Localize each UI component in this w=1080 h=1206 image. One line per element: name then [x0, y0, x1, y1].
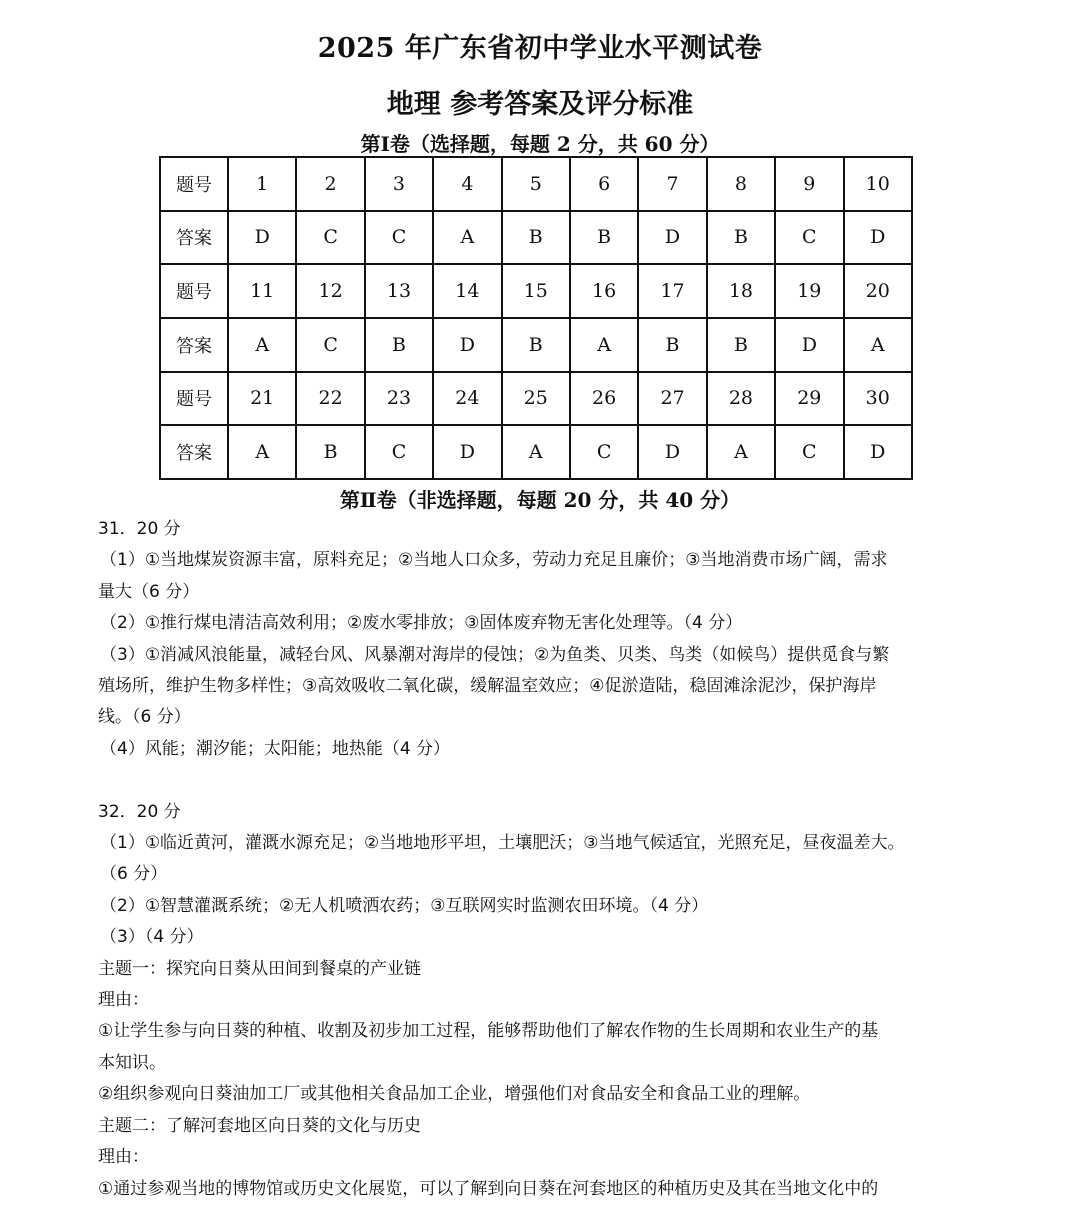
- answer-cell: A: [707, 425, 775, 479]
- question-number-cell: 28: [707, 372, 775, 426]
- answer-cell: C: [296, 211, 364, 265]
- answer-cell: D: [638, 211, 706, 265]
- table-row-answers: [160, 211, 912, 265]
- table-row-answers: [160, 318, 912, 372]
- question-number-cell: 27: [638, 372, 706, 426]
- table-row-numbers: [160, 372, 912, 426]
- answer-text-line: （2）①智慧灌溉系统；②无人机喷洒农药；③互联网实时监测农田环境。（4 分）: [100, 895, 709, 916]
- answer-cell: B: [707, 318, 775, 372]
- answer-cell: C: [775, 425, 843, 479]
- question-number-cell: 22: [296, 372, 364, 426]
- question-number-cell: 9: [775, 157, 843, 211]
- row-label-number: 题号: [160, 372, 228, 426]
- question-number-cell: 24: [433, 372, 501, 426]
- answer-text-line: 31．20 分: [98, 519, 181, 539]
- answer-text-line: 量大（6 分）: [98, 581, 200, 602]
- answer-text-line: （2）①推行煤电清洁高效利用；②废水零排放；③固体废弃物无害化处理等。（4 分）: [100, 613, 743, 634]
- question-number-cell: 13: [365, 264, 433, 318]
- answer-cell: D: [844, 211, 912, 265]
- question-number-cell: 21: [228, 372, 296, 426]
- document-subtitle: 地理 参考答案及评分标准: [386, 89, 694, 120]
- question-number-cell: 11: [228, 264, 296, 318]
- answer-cell: C: [365, 211, 433, 265]
- question-number-cell: 5: [502, 157, 570, 211]
- row-label-answer: 答案: [160, 318, 228, 372]
- answer-text-line: 理由：: [98, 990, 149, 1011]
- answer-cell: D: [775, 318, 843, 372]
- answer-text-line: （4）风能；潮汐能；太阳能；地热能（4 分）: [100, 738, 451, 759]
- answer-text-line: ①让学生参与向日葵的种植、收割及初步加工过程，能够帮助他们了解农作物的生长周期和农业生产的基: [98, 1021, 879, 1042]
- answer-cell: A: [433, 211, 501, 265]
- question-number-cell: 2: [296, 157, 364, 211]
- question-number-cell: 20: [844, 264, 912, 318]
- question-number-cell: 25: [502, 372, 570, 426]
- answer-cell: A: [228, 318, 296, 372]
- answer-text-line: 殖场所，维护生物多样性；③高效吸收二氧化碳，缓解温室效应；④促淤造陆，稳固滩涂泥沙，保护海岸: [98, 676, 877, 697]
- answer-text-line: 线。（6 分）: [98, 707, 191, 728]
- answer-cell: C: [570, 425, 638, 479]
- answer-cell: C: [365, 425, 433, 479]
- question-number-cell: 8: [707, 157, 775, 211]
- answer-text-line: （3）（4 分）: [100, 927, 204, 948]
- answer-text-line: （3）①消减风浪能量，减轻台风、风暴潮对海岸的侵蚀；②为鱼类、贝类、鸟类（如候鸟）提供觅食与繁: [100, 644, 890, 665]
- answer-cell: D: [638, 425, 706, 479]
- question-number-cell: 12: [296, 264, 364, 318]
- answer-table: [159, 156, 913, 480]
- question-number-cell: 15: [502, 264, 570, 318]
- question-number-cell: 7: [638, 157, 706, 211]
- question-number-cell: 4: [433, 157, 501, 211]
- answer-text-line: 32．20 分: [98, 801, 181, 822]
- question-number-cell: 10: [844, 157, 912, 211]
- answer-cell: A: [570, 318, 638, 372]
- question-number-cell: 30: [844, 372, 912, 426]
- question-number-cell: 26: [570, 372, 638, 426]
- answer-cell: B: [638, 318, 706, 372]
- question-number-cell: 17: [638, 264, 706, 318]
- answer-cell: A: [502, 425, 570, 479]
- table-row-numbers: [160, 264, 912, 318]
- question-number-cell: 14: [433, 264, 501, 318]
- answer-text-line: [98, 765, 978, 796]
- question-number-cell: 18: [707, 264, 775, 318]
- question-number-cell: 29: [775, 372, 843, 426]
- question-number-cell: 16: [570, 264, 638, 318]
- question-number-cell: 6: [570, 157, 638, 211]
- row-label-answer: 答案: [160, 211, 228, 265]
- answer-cell: B: [365, 318, 433, 372]
- answer-cell: D: [433, 318, 501, 372]
- table-row-numbers: [160, 157, 912, 211]
- answer-cell: B: [296, 425, 364, 479]
- answer-cell: C: [775, 211, 843, 265]
- question-number-cell: 3: [365, 157, 433, 211]
- question-number-cell: 23: [365, 372, 433, 426]
- answer-text-line: （1）①临近黄河，灌溉水源充足；②当地地形平坦，土壤肥沃；③当地气候适宜，光照充足，昼夜温差大。: [100, 833, 905, 854]
- row-label-answer: 答案: [160, 425, 228, 479]
- answer-text-line: （6 分）: [100, 864, 168, 885]
- part2-answers: [98, 514, 978, 1205]
- row-label-number: 题号: [160, 264, 228, 318]
- answer-text-line: 本知识。: [98, 1052, 166, 1073]
- answer-cell: C: [296, 318, 364, 372]
- answer-text-line: ①通过参观当地的博物馆或历史文化展览，可以了解到向日葵在河套地区的种植历史及其在当地文化中的: [98, 1178, 879, 1199]
- answer-cell: A: [844, 318, 912, 372]
- answer-text-line: ②组织参观向日葵油加工厂或其他相关食品加工企业，增强他们对食品安全和食品工业的理解。: [98, 1084, 811, 1105]
- table-row-answers: [160, 425, 912, 479]
- question-number-cell: 19: [775, 264, 843, 318]
- question-number-cell: 1: [228, 157, 296, 211]
- answer-cell: B: [570, 211, 638, 265]
- row-label-number: 题号: [160, 157, 228, 211]
- answer-text-line: 主题一：探究向日葵从田间到餐桌的产业链: [98, 958, 421, 979]
- answer-text-line: 主题二：了解河套地区向日葵的文化与历史: [98, 1115, 421, 1136]
- answer-cell: B: [502, 211, 570, 265]
- answer-cell: D: [433, 425, 501, 479]
- answer-cell: A: [228, 425, 296, 479]
- answer-cell: B: [502, 318, 570, 372]
- answer-cell: D: [844, 425, 912, 479]
- answer-cell: B: [707, 211, 775, 265]
- answer-text-line: （1）①当地煤炭资源丰富，原料充足；②当地人口众多，劳动力充足且廉价；③当地消费市场广阔，需求: [100, 550, 888, 571]
- answer-text-line: 理由：: [98, 1147, 149, 1168]
- part1-heading: 第Ⅰ卷（选择题，每题 2 分，共 60 分）: [360, 132, 720, 156]
- part2-heading: 第Ⅱ卷（非选择题，每题 20 分，共 40 分）: [339, 488, 741, 512]
- answer-cell: D: [228, 211, 296, 265]
- document-title: 2025 年广东省初中学业水平测试卷: [317, 33, 763, 64]
